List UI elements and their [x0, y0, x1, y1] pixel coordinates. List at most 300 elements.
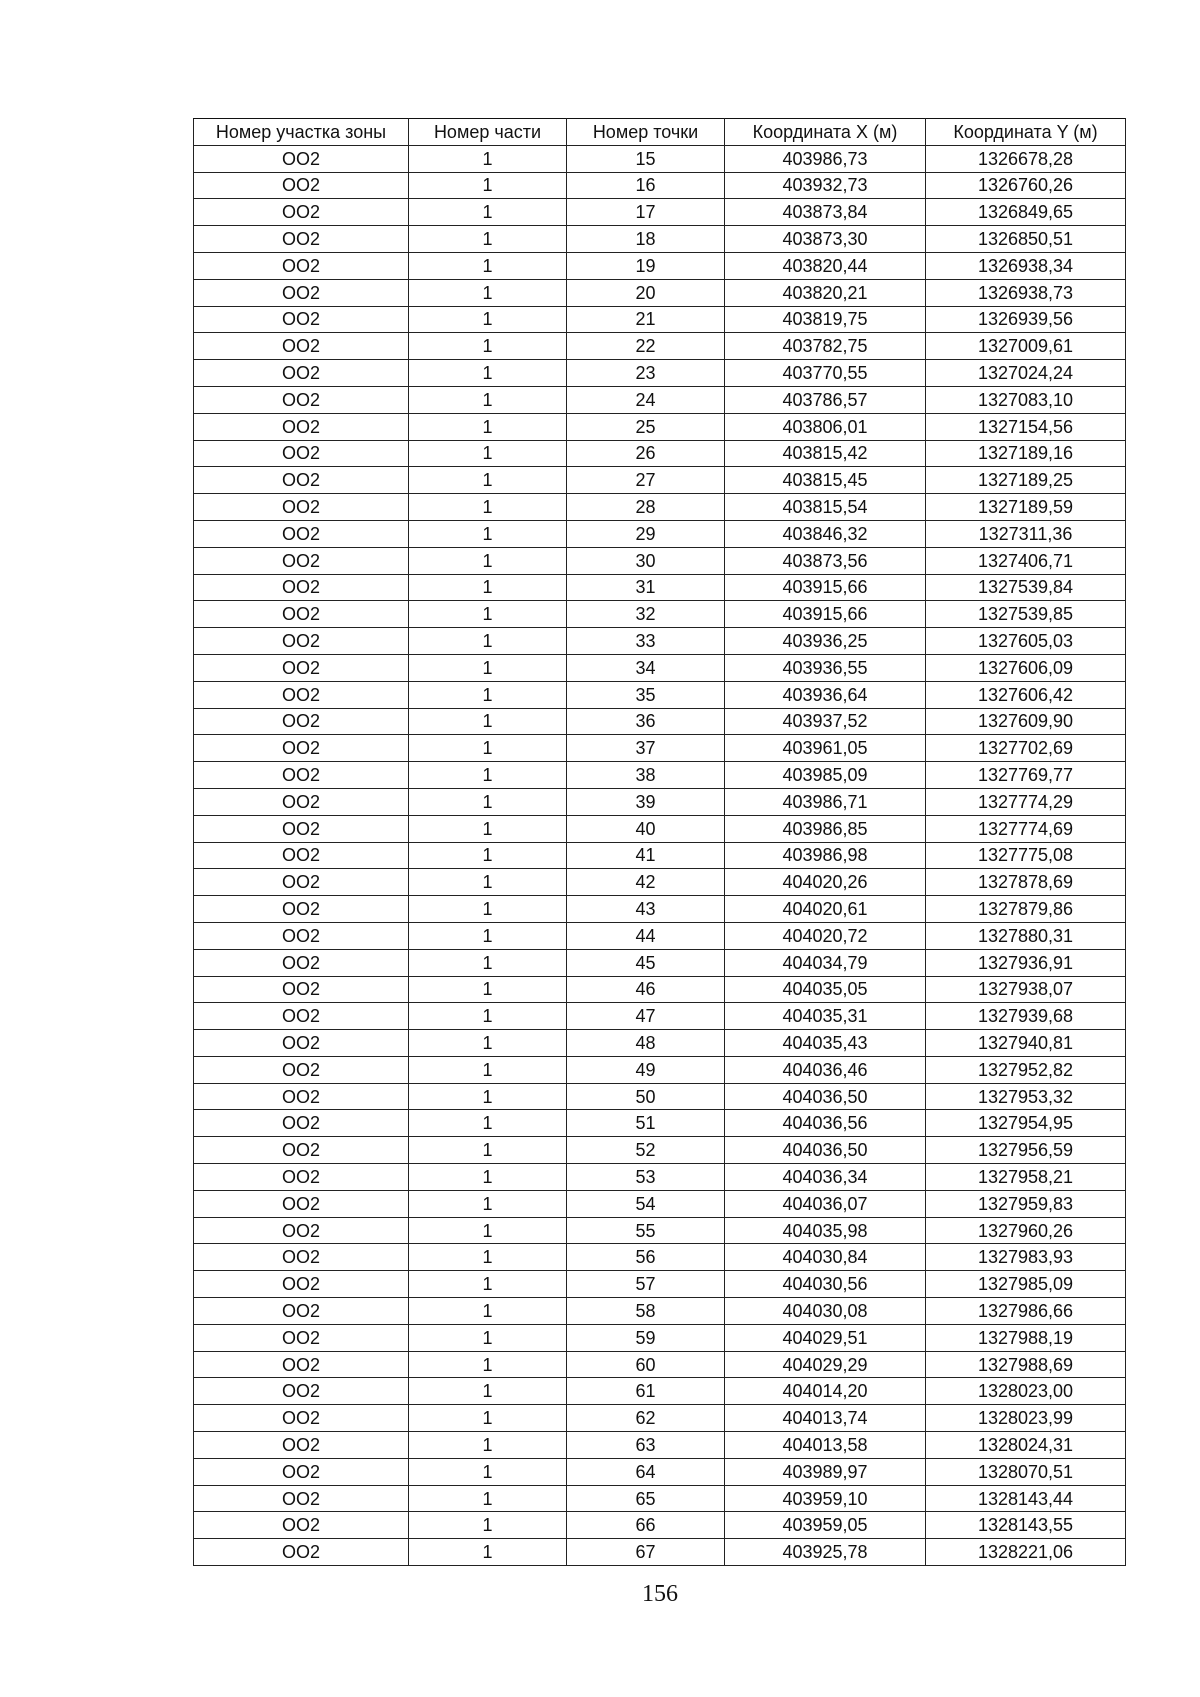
cell-coordinate-x: 403915,66	[725, 574, 926, 601]
table-row	[194, 922, 1126, 949]
cell-part-number: 1	[409, 976, 567, 1003]
cell-part-number: 1	[409, 815, 567, 842]
cell-zone-section: ОО2	[194, 1324, 409, 1351]
cell-zone-section: ОО2	[194, 1190, 409, 1217]
cell-coordinate-x: 403815,45	[725, 467, 926, 494]
cell-point-number: 15	[567, 145, 725, 172]
cell-coordinate-y: 1327958,21	[926, 1164, 1126, 1191]
table-row	[194, 1137, 1126, 1164]
cell-point-number: 44	[567, 922, 725, 949]
cell-coordinate-x: 404035,98	[725, 1217, 926, 1244]
table-row	[194, 574, 1126, 601]
table-row	[194, 360, 1126, 387]
cell-part-number: 1	[409, 1217, 567, 1244]
cell-point-number: 40	[567, 815, 725, 842]
cell-point-number: 23	[567, 360, 725, 387]
cell-part-number: 1	[409, 440, 567, 467]
cell-point-number: 50	[567, 1083, 725, 1110]
cell-zone-section: ОО2	[194, 145, 409, 172]
cell-part-number: 1	[409, 1244, 567, 1271]
table-row	[194, 601, 1126, 628]
table-row	[194, 413, 1126, 440]
cell-point-number: 63	[567, 1432, 725, 1459]
cell-zone-section: ОО2	[194, 1003, 409, 1030]
cell-zone-section: ОО2	[194, 896, 409, 923]
cell-point-number: 35	[567, 681, 725, 708]
cell-part-number: 1	[409, 1030, 567, 1057]
table-row	[194, 1190, 1126, 1217]
cell-point-number: 54	[567, 1190, 725, 1217]
cell-coordinate-y: 1327189,16	[926, 440, 1126, 467]
cell-zone-section: ОО2	[194, 1056, 409, 1083]
cell-zone-section: ОО2	[194, 681, 409, 708]
cell-coordinate-y: 1327154,56	[926, 413, 1126, 440]
cell-zone-section: ОО2	[194, 654, 409, 681]
cell-zone-section: ОО2	[194, 306, 409, 333]
cell-coordinate-x: 403986,98	[725, 842, 926, 869]
table-row	[194, 681, 1126, 708]
cell-part-number: 1	[409, 601, 567, 628]
cell-zone-section: ОО2	[194, 1405, 409, 1432]
cell-coordinate-x: 404036,50	[725, 1083, 926, 1110]
table-row	[194, 735, 1126, 762]
cell-point-number: 32	[567, 601, 725, 628]
cell-point-number: 61	[567, 1378, 725, 1405]
cell-coordinate-x: 404036,56	[725, 1110, 926, 1137]
cell-coordinate-y: 1326849,65	[926, 199, 1126, 226]
cell-coordinate-x: 404020,72	[725, 922, 926, 949]
table-row	[194, 1539, 1126, 1566]
table-row	[194, 869, 1126, 896]
cell-part-number: 1	[409, 1351, 567, 1378]
cell-coordinate-y: 1327605,03	[926, 628, 1126, 655]
cell-coordinate-x: 404030,84	[725, 1244, 926, 1271]
cell-point-number: 19	[567, 252, 725, 279]
cell-coordinate-y: 1327954,95	[926, 1110, 1126, 1137]
table-row	[194, 1298, 1126, 1325]
table-row	[194, 1083, 1126, 1110]
table-header	[194, 119, 1126, 146]
cell-part-number: 1	[409, 252, 567, 279]
cell-coordinate-x: 403986,73	[725, 145, 926, 172]
cell-zone-section: ОО2	[194, 922, 409, 949]
cell-part-number: 1	[409, 681, 567, 708]
cell-zone-section: ОО2	[194, 1458, 409, 1485]
cell-coordinate-x: 403806,01	[725, 413, 926, 440]
cell-point-number: 34	[567, 654, 725, 681]
table-row	[194, 279, 1126, 306]
cell-part-number: 1	[409, 199, 567, 226]
cell-coordinate-x: 404029,51	[725, 1324, 926, 1351]
cell-coordinate-y: 1327986,66	[926, 1298, 1126, 1325]
cell-part-number: 1	[409, 1110, 567, 1137]
cell-part-number: 1	[409, 896, 567, 923]
header-part-number: Номер части	[409, 119, 567, 146]
cell-zone-section: ОО2	[194, 842, 409, 869]
cell-part-number: 1	[409, 1539, 567, 1566]
cell-coordinate-x: 404013,74	[725, 1405, 926, 1432]
table-row	[194, 547, 1126, 574]
cell-coordinate-y: 1328143,44	[926, 1485, 1126, 1512]
header-coordinate-x: Координата X (м)	[725, 119, 926, 146]
cell-point-number: 22	[567, 333, 725, 360]
cell-coordinate-y: 1327988,69	[926, 1351, 1126, 1378]
cell-zone-section: ОО2	[194, 1083, 409, 1110]
cell-point-number: 65	[567, 1485, 725, 1512]
cell-point-number: 66	[567, 1512, 725, 1539]
cell-coordinate-x: 403782,75	[725, 333, 926, 360]
table-row	[194, 386, 1126, 413]
table-row	[194, 333, 1126, 360]
cell-point-number: 41	[567, 842, 725, 869]
cell-zone-section: ОО2	[194, 1217, 409, 1244]
cell-zone-section: ОО2	[194, 949, 409, 976]
cell-coordinate-x: 403820,44	[725, 252, 926, 279]
cell-coordinate-y: 1328221,06	[926, 1539, 1126, 1566]
cell-zone-section: ОО2	[194, 199, 409, 226]
cell-coordinate-y: 1327539,84	[926, 574, 1126, 601]
cell-part-number: 1	[409, 226, 567, 253]
table-row	[194, 440, 1126, 467]
cell-part-number: 1	[409, 1056, 567, 1083]
cell-coordinate-y: 1328024,31	[926, 1432, 1126, 1459]
cell-point-number: 42	[567, 869, 725, 896]
table-row	[194, 1271, 1126, 1298]
cell-point-number: 64	[567, 1458, 725, 1485]
cell-zone-section: ОО2	[194, 708, 409, 735]
cell-part-number: 1	[409, 413, 567, 440]
table-row	[194, 172, 1126, 199]
cell-point-number: 45	[567, 949, 725, 976]
cell-coordinate-y: 1327702,69	[926, 735, 1126, 762]
cell-coordinate-x: 403770,55	[725, 360, 926, 387]
cell-zone-section: ОО2	[194, 1271, 409, 1298]
cell-zone-section: ОО2	[194, 333, 409, 360]
cell-zone-section: ОО2	[194, 628, 409, 655]
cell-part-number: 1	[409, 145, 567, 172]
cell-coordinate-y: 1327406,71	[926, 547, 1126, 574]
cell-part-number: 1	[409, 735, 567, 762]
cell-coordinate-x: 404013,58	[725, 1432, 926, 1459]
cell-coordinate-y: 1326939,56	[926, 306, 1126, 333]
cell-point-number: 51	[567, 1110, 725, 1137]
cell-coordinate-x: 403846,32	[725, 520, 926, 547]
cell-part-number: 1	[409, 922, 567, 949]
table-row	[194, 226, 1126, 253]
header-zone-section: Номер участка зоны	[194, 119, 409, 146]
cell-coordinate-y: 1327774,69	[926, 815, 1126, 842]
cell-coordinate-x: 403985,09	[725, 762, 926, 789]
cell-coordinate-y: 1327983,93	[926, 1244, 1126, 1271]
cell-zone-section: ОО2	[194, 172, 409, 199]
cell-part-number: 1	[409, 869, 567, 896]
cell-coordinate-y: 1326850,51	[926, 226, 1126, 253]
cell-coordinate-y: 1326760,26	[926, 172, 1126, 199]
cell-coordinate-x: 404030,56	[725, 1271, 926, 1298]
table-row	[194, 654, 1126, 681]
cell-zone-section: ОО2	[194, 762, 409, 789]
cell-point-number: 25	[567, 413, 725, 440]
cell-coordinate-y: 1327985,09	[926, 1271, 1126, 1298]
cell-zone-section: ОО2	[194, 1244, 409, 1271]
cell-part-number: 1	[409, 574, 567, 601]
cell-zone-section: ОО2	[194, 815, 409, 842]
cell-coordinate-x: 403961,05	[725, 735, 926, 762]
cell-coordinate-y: 1327311,36	[926, 520, 1126, 547]
cell-zone-section: ОО2	[194, 1030, 409, 1057]
cell-zone-section: ОО2	[194, 574, 409, 601]
cell-coordinate-x: 404035,31	[725, 1003, 926, 1030]
cell-coordinate-y: 1327606,09	[926, 654, 1126, 681]
cell-point-number: 55	[567, 1217, 725, 1244]
cell-point-number: 43	[567, 896, 725, 923]
cell-coordinate-y: 1327938,07	[926, 976, 1126, 1003]
table-row	[194, 1324, 1126, 1351]
table-row	[194, 1003, 1126, 1030]
cell-coordinate-y: 1327880,31	[926, 922, 1126, 949]
cell-zone-section: ОО2	[194, 494, 409, 521]
cell-part-number: 1	[409, 1003, 567, 1030]
cell-coordinate-x: 403915,66	[725, 601, 926, 628]
cell-zone-section: ОО2	[194, 252, 409, 279]
cell-coordinate-x: 404036,07	[725, 1190, 926, 1217]
cell-zone-section: ОО2	[194, 1298, 409, 1325]
cell-coordinate-y: 1328070,51	[926, 1458, 1126, 1485]
cell-part-number: 1	[409, 654, 567, 681]
cell-part-number: 1	[409, 1190, 567, 1217]
cell-coordinate-y: 1327539,85	[926, 601, 1126, 628]
table-row	[194, 1458, 1126, 1485]
cell-point-number: 60	[567, 1351, 725, 1378]
table-row	[194, 306, 1126, 333]
table-row	[194, 708, 1126, 735]
cell-coordinate-x: 404020,61	[725, 896, 926, 923]
cell-zone-section: ОО2	[194, 1164, 409, 1191]
cell-point-number: 24	[567, 386, 725, 413]
cell-coordinate-y: 1327936,91	[926, 949, 1126, 976]
cell-coordinate-x: 403820,21	[725, 279, 926, 306]
cell-part-number: 1	[409, 279, 567, 306]
cell-part-number: 1	[409, 386, 567, 413]
cell-part-number: 1	[409, 1432, 567, 1459]
cell-coordinate-y: 1328143,55	[926, 1512, 1126, 1539]
cell-point-number: 59	[567, 1324, 725, 1351]
cell-coordinate-x: 403937,52	[725, 708, 926, 735]
table-row	[194, 467, 1126, 494]
cell-part-number: 1	[409, 628, 567, 655]
cell-point-number: 18	[567, 226, 725, 253]
cell-coordinate-y: 1328023,99	[926, 1405, 1126, 1432]
cell-coordinate-x: 403936,25	[725, 628, 926, 655]
cell-coordinate-y: 1327775,08	[926, 842, 1126, 869]
cell-zone-section: ОО2	[194, 279, 409, 306]
cell-zone-section: ОО2	[194, 869, 409, 896]
cell-coordinate-y: 1327940,81	[926, 1030, 1126, 1057]
cell-coordinate-x: 403873,30	[725, 226, 926, 253]
cell-point-number: 26	[567, 440, 725, 467]
coordinates-table	[193, 118, 1126, 1566]
cell-zone-section: ОО2	[194, 520, 409, 547]
table-row	[194, 1512, 1126, 1539]
cell-part-number: 1	[409, 467, 567, 494]
cell-part-number: 1	[409, 1324, 567, 1351]
cell-coordinate-y: 1327083,10	[926, 386, 1126, 413]
cell-zone-section: ОО2	[194, 386, 409, 413]
cell-coordinate-x: 403936,64	[725, 681, 926, 708]
cell-point-number: 48	[567, 1030, 725, 1057]
cell-coordinate-x: 404029,29	[725, 1351, 926, 1378]
cell-part-number: 1	[409, 520, 567, 547]
table-row	[194, 815, 1126, 842]
cell-part-number: 1	[409, 172, 567, 199]
cell-part-number: 1	[409, 1458, 567, 1485]
cell-zone-section: ОО2	[194, 1137, 409, 1164]
cell-coordinate-y: 1327606,42	[926, 681, 1126, 708]
cell-coordinate-x: 404035,05	[725, 976, 926, 1003]
table-row	[194, 494, 1126, 521]
cell-coordinate-x: 403989,97	[725, 1458, 926, 1485]
cell-coordinate-x: 404036,50	[725, 1137, 926, 1164]
cell-coordinate-y: 1327952,82	[926, 1056, 1126, 1083]
table-row	[194, 842, 1126, 869]
cell-coordinate-x: 403936,55	[725, 654, 926, 681]
cell-zone-section: ОО2	[194, 735, 409, 762]
cell-coordinate-y: 1327024,24	[926, 360, 1126, 387]
cell-part-number: 1	[409, 708, 567, 735]
table-row	[194, 1405, 1126, 1432]
cell-coordinate-y: 1327609,90	[926, 708, 1126, 735]
table-row	[194, 520, 1126, 547]
cell-coordinate-y: 1327988,19	[926, 1324, 1126, 1351]
cell-coordinate-y: 1327879,86	[926, 896, 1126, 923]
cell-zone-section: ОО2	[194, 440, 409, 467]
cell-coordinate-x: 403815,54	[725, 494, 926, 521]
cell-coordinate-x: 403959,10	[725, 1485, 926, 1512]
cell-coordinate-y: 1327774,29	[926, 788, 1126, 815]
table-row	[194, 1056, 1126, 1083]
cell-coordinate-y: 1328023,00	[926, 1378, 1126, 1405]
cell-part-number: 1	[409, 306, 567, 333]
cell-coordinate-y: 1327953,32	[926, 1083, 1126, 1110]
table-row	[194, 949, 1126, 976]
table-row	[194, 896, 1126, 923]
cell-part-number: 1	[409, 842, 567, 869]
cell-part-number: 1	[409, 1512, 567, 1539]
cell-part-number: 1	[409, 333, 567, 360]
table-row	[194, 628, 1126, 655]
table-row	[194, 762, 1126, 789]
cell-point-number: 53	[567, 1164, 725, 1191]
cell-point-number: 20	[567, 279, 725, 306]
cell-point-number: 30	[567, 547, 725, 574]
cell-zone-section: ОО2	[194, 467, 409, 494]
cell-part-number: 1	[409, 1164, 567, 1191]
cell-part-number: 1	[409, 1083, 567, 1110]
cell-zone-section: ОО2	[194, 976, 409, 1003]
cell-coordinate-x: 404036,46	[725, 1056, 926, 1083]
table-row	[194, 1351, 1126, 1378]
cell-coordinate-y: 1327769,77	[926, 762, 1126, 789]
cell-point-number: 36	[567, 708, 725, 735]
cell-coordinate-x: 404034,79	[725, 949, 926, 976]
table-row	[194, 788, 1126, 815]
cell-part-number: 1	[409, 1378, 567, 1405]
header-coordinate-y: Координата Y (м)	[926, 119, 1126, 146]
cell-coordinate-x: 404036,34	[725, 1164, 926, 1191]
table-row	[194, 252, 1126, 279]
table-row	[194, 1110, 1126, 1137]
cell-point-number: 67	[567, 1539, 725, 1566]
cell-part-number: 1	[409, 949, 567, 976]
cell-coordinate-y: 1327959,83	[926, 1190, 1126, 1217]
cell-part-number: 1	[409, 1298, 567, 1325]
cell-point-number: 28	[567, 494, 725, 521]
header-point-number: Номер точки	[567, 119, 725, 146]
cell-coordinate-y: 1327009,61	[926, 333, 1126, 360]
cell-coordinate-y: 1327939,68	[926, 1003, 1126, 1030]
cell-coordinate-x: 403873,84	[725, 199, 926, 226]
cell-coordinate-y: 1327956,59	[926, 1137, 1126, 1164]
table-row	[194, 1217, 1126, 1244]
cell-zone-section: ОО2	[194, 788, 409, 815]
cell-zone-section: ОО2	[194, 1512, 409, 1539]
cell-coordinate-y: 1327878,69	[926, 869, 1126, 896]
cell-point-number: 33	[567, 628, 725, 655]
cell-part-number: 1	[409, 762, 567, 789]
cell-part-number: 1	[409, 494, 567, 521]
cell-zone-section: ОО2	[194, 413, 409, 440]
cell-point-number: 38	[567, 762, 725, 789]
cell-coordinate-x: 404020,26	[725, 869, 926, 896]
cell-coordinate-x: 404014,20	[725, 1378, 926, 1405]
cell-coordinate-x: 403873,56	[725, 547, 926, 574]
cell-point-number: 46	[567, 976, 725, 1003]
cell-part-number: 1	[409, 1271, 567, 1298]
cell-part-number: 1	[409, 788, 567, 815]
cell-zone-section: ОО2	[194, 1539, 409, 1566]
table-row	[194, 199, 1126, 226]
cell-coordinate-x: 403815,42	[725, 440, 926, 467]
table-body	[194, 145, 1126, 1565]
cell-point-number: 52	[567, 1137, 725, 1164]
page-number: 156	[642, 1581, 678, 1607]
cell-point-number: 58	[567, 1298, 725, 1325]
cell-point-number: 21	[567, 306, 725, 333]
cell-point-number: 27	[567, 467, 725, 494]
table-row	[194, 1164, 1126, 1191]
cell-coordinate-x: 403925,78	[725, 1539, 926, 1566]
cell-point-number: 57	[567, 1271, 725, 1298]
cell-coordinate-y: 1326938,34	[926, 252, 1126, 279]
cell-coordinate-x: 403819,75	[725, 306, 926, 333]
cell-coordinate-x: 403959,05	[725, 1512, 926, 1539]
cell-point-number: 49	[567, 1056, 725, 1083]
cell-point-number: 29	[567, 520, 725, 547]
cell-coordinate-x: 403786,57	[725, 386, 926, 413]
cell-part-number: 1	[409, 360, 567, 387]
table-row	[194, 145, 1126, 172]
cell-point-number: 16	[567, 172, 725, 199]
cell-point-number: 47	[567, 1003, 725, 1030]
cell-coordinate-y: 1326938,73	[926, 279, 1126, 306]
cell-point-number: 17	[567, 199, 725, 226]
cell-coordinate-x: 404035,43	[725, 1030, 926, 1057]
cell-coordinate-y: 1327960,26	[926, 1217, 1126, 1244]
cell-point-number: 56	[567, 1244, 725, 1271]
cell-part-number: 1	[409, 547, 567, 574]
cell-point-number: 37	[567, 735, 725, 762]
cell-zone-section: ОО2	[194, 360, 409, 387]
